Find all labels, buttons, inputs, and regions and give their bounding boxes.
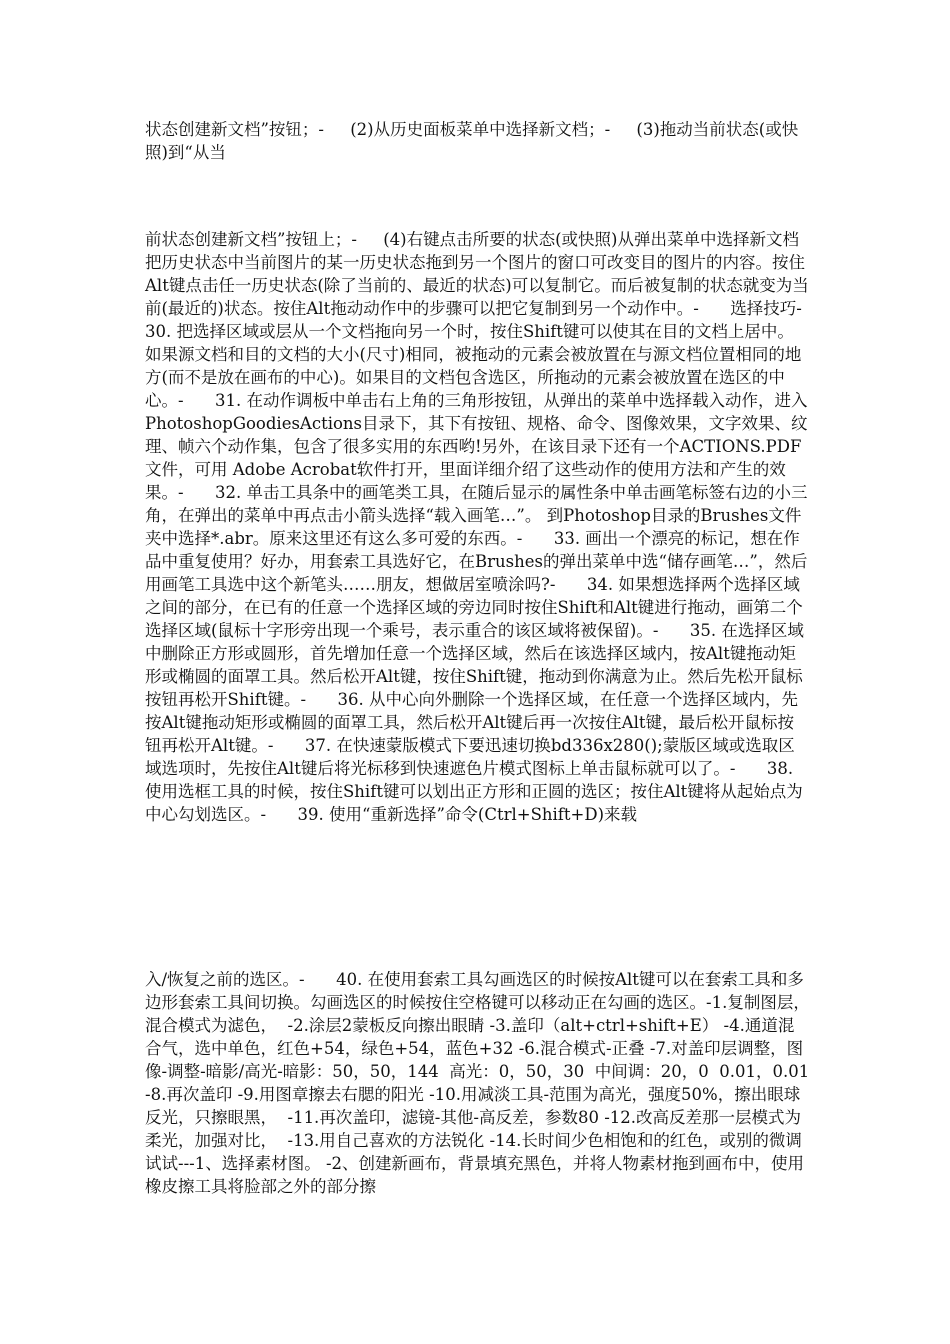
paragraph-2: 前状态创建新文档”按钮上；- (4)右键点击所要的状态(或快照)从弹出菜单中选择新文档把历史状态中当前图片的某一历史状态拖到另一个图片的窗口可改变目的图片的内容。按住Alt键点击任一历史状态(除了当前的、最近的状态)可以复制它。而后被复制的状态就变为当前(最近的)状态。按住Alt拖动动作中的步骤可以把它复制到另一个动作中。- 选择技巧- 30. 把选择区域或层从一个文档拖向另一个时，按住Shift键可以使其在目的文档上居中。如果源文档和目的文档的大小(尺寸)相同，被拖动的元素会被放置在与源文档位置相同的地方(而不是放在画布的中心)。如果目的文档包含选区，所拖动的元素会被放置在选区的中心。- 31. 在动作调板中单击右上角的三角形按钮，从弹出的菜单中选择载入动作，进入PhotoshopGoodiesActions目录下，其下有按钮、规格、命令、图像效果，文字效果、纹理、帧六个动作集，包含了很多实用的东西哟!另外，在该目录下还有一个ACTIONS.PDF文件，可用 Adobe Acrobat软件打开，里面详细介绍了这些动作的使用方法和产生的效果。- 32. 单击工具条中的画笔类工具，在随后显示的属性条中单击画笔标签右边的小三角，在弹出的菜单中再点击小箭头选择“载入画笔…”。 到Photoshop目录的Brushes文件夹中选择*.abr。原来这里还有这么多可爱的东西。- 33. 画出一个漂亮的标记，想在作品中重复使用？好办，用套索工具选好它，在Brushes的弹出菜单中选“储存画笔…”，然后用画笔工具选中这个新笔头……朋友，想做居室喷涂吗?- 34. 如果想选择两个选择区域之间的部分，在已有的任意一个选择区域的旁边同时按住Shift和Alt键进行拖动，画第二个选择区域(鼠标十字形旁出现一个乘号，表示重合的该区域将被保留)。- 35. 在选择区域中删除正方形或圆形，首先增加任意一个选择区域，然后在该选择区域内，按Alt键拖动矩形或椭圆的面罩工具。然后松开Alt键，按住Shift键，拖动到你满意为止。然后先松开鼠标按钮再松开Shift键。- 36. 从中心向外删除一个选择区域，在任意一个选择区域内，先按Alt键拖动矩形或椭圆的面罩工具，然后松开Alt键后再一次按住Alt键，最后松开鼠标按钮再松开Alt键。- 37. 在快速蒙版模式下要迅速切换bd336x280();蒙版区域或选取区域选项时，先按住Alt键后将光标移到快速遮色片模式图标上单击鼠标就可以了。- 38. 使用选框工具的时候，按住Shift键可以划出正方形和正圆的选区；按住Alt键将从起始点为中心勾划选区。- 39. 使用“重新选择”命令(Ctrl+Shift+D)来载 xyxy=(145,230,834,824)
paragraph-1: 状态创建新文档”按钮；- (2)从历史面板菜单中选择新文档；- (3)拖动当前状态(或快照)到“从当 xyxy=(145,120,799,162)
paragraph-3: 入/恢复之前的选区。- 40. 在使用套索工具勾画选区的时候按Alt键可以在套索工具和多边形套索工具间切换。勾画选区的时候按住空格键可以移动正在勾画的选区。-1.复制图层，混合模式为滤色， -2.涂层2蒙板反向擦出眼睛 -3.盖印（alt+ctrl+shift+E） -4.通道混合气，选中单色，红色+54，绿色+54，蓝色+32 -6.混合模式-正叠 -7.对盖印层调整，图像-调整-暗影/高光-暗影：50，50，144 高光：0，50，30 中间调：20，0 0.01，0.01 -8.再次盖印 -9.用图章擦去右腮的阳光 -10.用减淡工具-范围为高光，强度50%，擦出眼球反光，只擦眼黑， -11.再次盖印，滤镜-其他-高反差，参数80 -12.改高反差那一层模式为柔光，加强对比， -13.用自己喜欢的方法锐化 -14.长时间少色相饱和的红色，或别的微调试试---1、选择素材图。 -2、创建新画布，背景填充黑色，并将人物素材拖到画布中，使用橡皮擦工具将脸部之外的部分擦 xyxy=(145,970,815,1196)
